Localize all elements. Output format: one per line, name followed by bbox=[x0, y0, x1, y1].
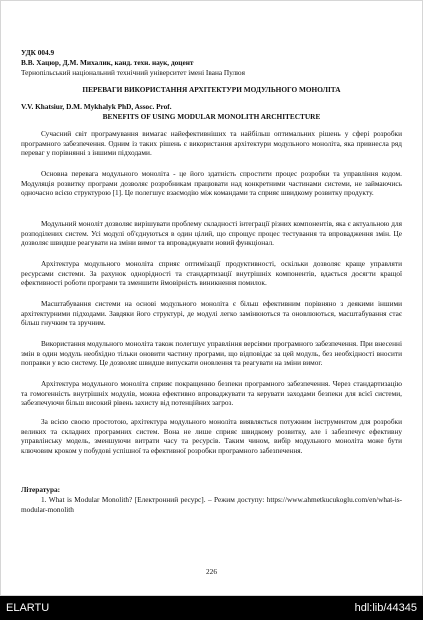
paragraph-4: Архітектура модульного моноліта сприяє оптимізації продуктивності, оскільки дозволяє краще управляти ресурсами системи. За рахунок однорідності та стандартизації внутрішніх компонентів, вдається досягти кращої ефективності роботи програми та зменшити ймовірність виникнення помилок. bbox=[21, 259, 402, 288]
paragraph-8: За всією своєю простотою, архітектура модульного моноліта виявляється потужним інструментом для розробки великих та складних програмних систем. Вона не лише сприяє швидкому розвитку, але і забезпечує ефективну управлінську модель, зменшуючи витрати часу та ресурсів. Таким чином, вибір модульного моноліта може бути ключовим кроком у побудові успішної та ефективної розробки програмного забезпечення. bbox=[21, 417, 402, 455]
authors-ukrainian: В.В. Хацюр, Д.М. Михалик, канд. техн. наук, доцент bbox=[21, 58, 194, 67]
paragraph-3: Модульний моноліт дозволяє вирішувати проблему складності інтеграції різних компонентів, яка є актуальною для розподілених систем. Усі модулі об'єднуються в один цілий, що спрощує процес тестування та впровадження змін. Це дозволяє швидше реагувати на зміни вимог та впроваджувати новий функціонал. bbox=[21, 219, 402, 248]
udk-code: УДК 004.9 bbox=[21, 48, 55, 57]
page-number: 226 bbox=[206, 567, 217, 576]
references-heading: Література: bbox=[21, 485, 61, 494]
affiliation: Тернопільський національний технічний університет імені Івана Пулюя bbox=[21, 68, 245, 77]
title-ukrainian: ПЕРЕВАГИ ВИКОРИСТАННЯ АРХІТЕКТУРИ МОДУЛЬНОГО МОНОЛІТА bbox=[82, 85, 341, 94]
repository-name: ELARTU bbox=[6, 602, 50, 614]
paragraph-2: Основна перевага модульного моноліта - це його здатність спростити процес розробки та управління кодом. Модуляція розвитку програми дозволяє розробникам працювати над конкретними частинами системи, не займаючись одночасно всією структурою [1]. Це полегшує взаємодію між командами та сприяє швидкому розвитку продукту. bbox=[21, 169, 402, 198]
paragraph-5: Масштабування системи на основі модульного моноліта є більш ефективним порівняно з деякими іншими архітектурними підходами. Завдяки його структурі, де модулі легко замінюються та оновлюються, масштабування стає більш гнучким та зручним. bbox=[21, 299, 402, 328]
paragraph-6: Використання модульного моноліта також полегшує управління версіями програмного забезпечення. При внесенні змін в один модуль необхідно тільки оновити частину програми, що відповідає за цей модуль, без необхідності вносити поправки у всю систему. Це дозволяє швидше випускати оновлення та реагувати на зміни вимог. bbox=[21, 339, 402, 368]
handle-identifier: hdl:lib/44345 bbox=[354, 602, 417, 614]
title-english: BENEFITS OF USING MODULAR MONOLITH ARCHITECTURE bbox=[102, 112, 321, 121]
paragraph-7: Архітектура модульного моноліта сприяє покращенню безпеки програмного забезпечення. Через стандартизацію та гомогенність внутрішніх модулів, можна ефективно впроваджувати та керувати заходами безпеки для всієї системи, забезпечуючи більш високий рівень захисту від потенційних загроз. bbox=[21, 379, 402, 408]
authors-english: V.V. Khatsiur, D.M. Mykhalyk PhD, Assoc. Prof. bbox=[21, 102, 172, 111]
reference-item: 1. What is Modular Monolith? [Електронний ресурс]. – Режим доступу: https://www.ahmetkucukoglu.com/en/what-is-modular-monolith bbox=[21, 495, 402, 514]
repository-footer-bar bbox=[0, 596, 423, 620]
paragraph-1: Сучасний світ програмування вимагає найефективніших та найбільш оптимальних рішень у сфері розробки програмного забезпечення. Одним із таких рішень є використання архітектури модульного моноліта, яка привнесла ряд переваг у порівнянні з іншими підходами. bbox=[21, 129, 402, 158]
